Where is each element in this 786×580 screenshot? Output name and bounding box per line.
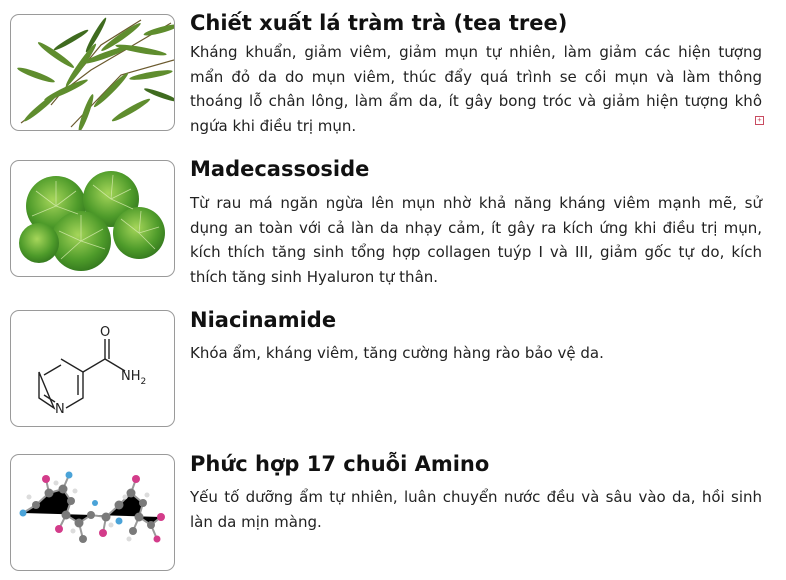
centella-leaves-icon: [10, 160, 175, 277]
oxygen-label: O: [100, 325, 111, 340]
expand-icon[interactable]: +: [755, 116, 764, 125]
ingredient-title: Phức hợp 17 chuỗi Amino: [190, 452, 490, 476]
ingredient-description: Từ rau má ngăn ngừa lên mụn nhờ khả năng kháng viêm mạnh mẽ, sử dụng an toàn với cả làn da nhạy cảm, ít gây ra kích ứng khi điều trị mụn, kích thích tăng sinh tổng hợp collagen tuýp I và III, giảm gốc tự do, kích thích tăng sinh Hyaluron tự thân.: [190, 194, 762, 286]
ingredient-title: Niacinamide: [190, 308, 337, 332]
tea-tree-leaves-icon: [10, 14, 175, 131]
ingredient-description: Khóa ẩm, kháng viêm, tăng cường hàng rào bảo vệ da.: [190, 344, 604, 362]
ingredient-description: Yếu tố dưỡng ẩm tự nhiên, luân chuyển nước đều và sâu vào da, hồi sinh làn da mịn màng.: [190, 488, 762, 531]
amino-chain-molecule-icon: [10, 454, 175, 571]
niacinamide-structure-icon: [10, 310, 175, 427]
amine-label: $NH_2$: [121, 369, 147, 387]
nitrogen-label: N: [55, 402, 65, 417]
ingredient-title: Madecassoside: [190, 157, 370, 181]
ingredient-description: Kháng khuẩn, giảm viêm, giảm mụn tự nhiên, làm giảm các hiện tượng mẩn đỏ da do mụn viêm, thúc đẩy quá trình se cồi mụn và làm thông thoáng lỗ chân lông, làm ẩm da, ít gây bong tróc và giảm hiện tượng khô ngứa khi điều trị mụn.: [190, 43, 762, 135]
ingredient-title: Chiết xuất lá tràm trà (tea tree): [190, 11, 568, 35]
